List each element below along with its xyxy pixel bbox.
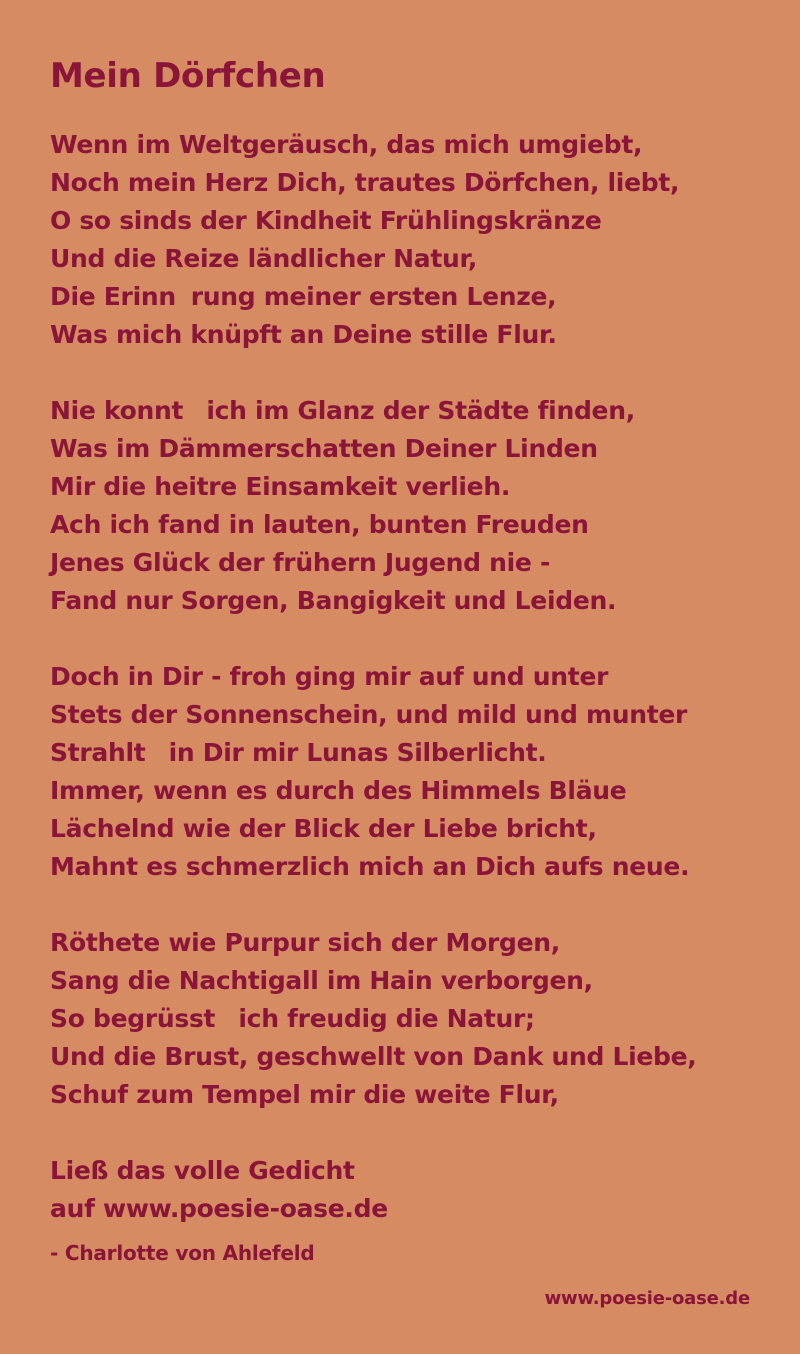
poem-line: So begrüsst ich freudig die Natur; [50,1004,535,1033]
poem-line: Lächelnd wie der Blick der Liebe bricht, [50,814,597,843]
read-more-line: Ließ das volle Gedicht [50,1156,355,1185]
poem-line: Strahlt in Dir mir Lunas Silberlicht. [50,738,547,767]
stanza-2 [50,392,770,620]
poem-line: Jenes Glück der frühern Jugend nie - [50,548,551,577]
poem-line: Fand nur Sorgen, Bangigkeit und Leiden. [50,586,617,615]
stanza-1 [50,126,770,354]
poem-line: O so sinds der Kindheit Frühlingskränze [50,206,602,235]
poem-author: - Charlotte von Ahlefeld [50,1241,315,1265]
poem-line: Doch in Dir - froh ging mir auf und unter [50,662,609,691]
poem-line: Mahnt es schmerzlich mich an Dich aufs neue. [50,852,690,881]
poem-line: Und die Reize ländlicher Natur, [50,244,478,273]
poem-line: Sang die Nachtigall im Hain verborgen, [50,966,593,995]
poem-line: Immer, wenn es durch des Himmels Bläue [50,776,627,805]
poem-line: Mir die heitre Einsamkeit verlieh. [50,472,511,501]
poem-line: Schuf zum Tempel mir die weite Flur, [50,1080,559,1109]
stanza-4 [50,924,770,1114]
poem-line: Was mich knüpft an Deine stille Flur. [50,320,557,349]
poem-line: Noch mein Herz Dich, trautes Dörfchen, liebt, [50,168,680,197]
stanza-3 [50,658,770,886]
site-watermark: www.poesie-oase.de [544,1288,750,1309]
read-more-link: auf www.poesie-oase.de [50,1194,388,1223]
poem-line: Nie konnt ich im Glanz der Städte finden, [50,396,635,425]
poem-line: Die Erinnrung meiner ersten Lenze, [50,282,557,311]
poem-line: Was im Dämmerschatten Deiner Linden [50,434,598,463]
poem-line: Ach ich fand in lauten, bunten Freuden [50,510,589,539]
poem-body [50,126,770,1266]
poem-line: Wenn im Weltgeräusch, das mich umgiebt, [50,130,643,159]
poem-title: Mein Dörfchen [50,56,326,96]
poem-line: Röthete wie Purpur sich der Morgen, [50,928,560,957]
read-more-note [50,1152,770,1228]
poem-line: Und die Brust, geschwellt von Dank und Liebe, [50,1042,697,1071]
poem-line: Stets der Sonnenschein, und mild und munter [50,700,688,729]
